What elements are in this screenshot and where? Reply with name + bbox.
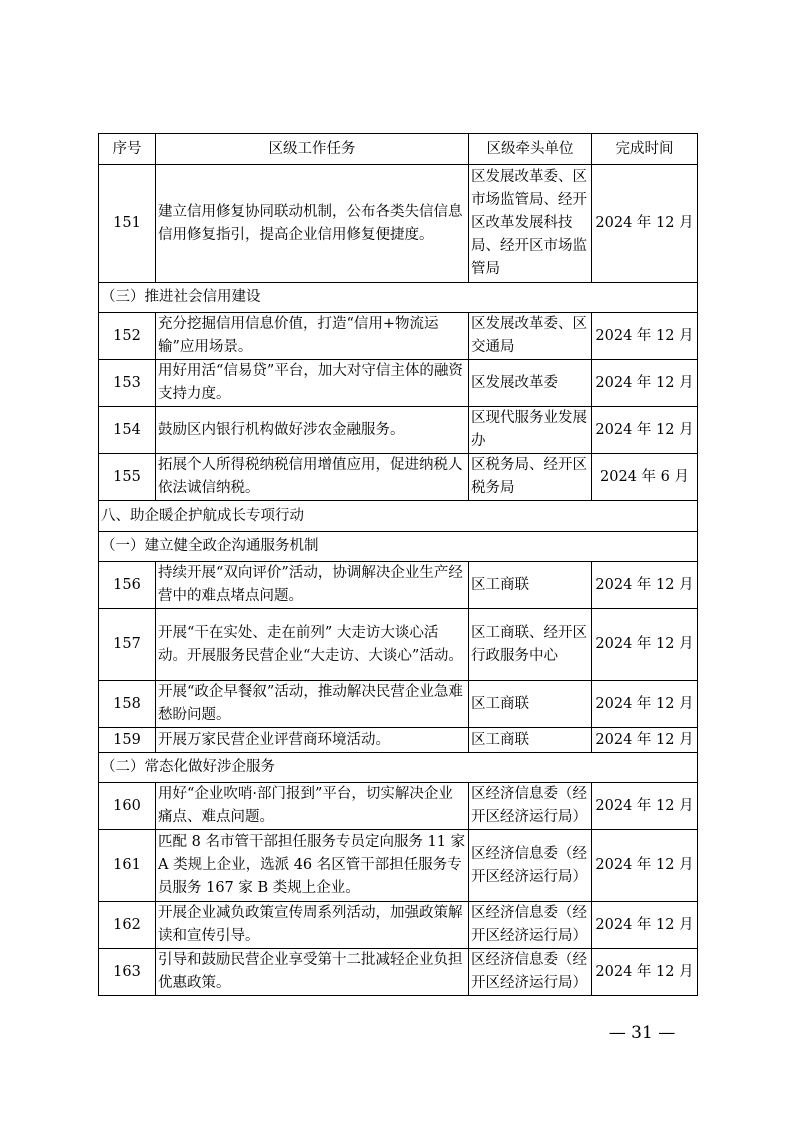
table-row bbox=[99, 902, 698, 949]
table-header-row bbox=[99, 134, 698, 165]
task-description: 开展企业减负政策宣传周系列活动，加强政策解读和宣传引导。 bbox=[156, 902, 469, 949]
task-description: 开展“政企早餐叙”活动，推动解决民营企业急难愁盼问题。 bbox=[156, 681, 469, 728]
task-description: 鼓励区内银行机构做好涉农金融服务。 bbox=[156, 407, 469, 454]
task-number: 151 bbox=[99, 165, 156, 283]
lead-unit: 区发展改革委、区市场监管局、经开区改革发展科技局、经开区市场监管局 bbox=[469, 165, 592, 283]
table-row bbox=[99, 728, 698, 753]
deadline: 2024 年 12 月 bbox=[592, 165, 698, 283]
section-row bbox=[99, 283, 698, 313]
header-lead-unit: 区级牵头单位 bbox=[469, 134, 592, 165]
deadline: 2024 年 12 月 bbox=[592, 728, 698, 753]
lead-unit: 区经济信息委（经开区经济运行局） bbox=[469, 783, 592, 830]
table-row bbox=[99, 609, 698, 681]
lead-unit: 区税务局、经开区税务局 bbox=[469, 454, 592, 501]
table-row bbox=[99, 681, 698, 728]
lead-unit: 区现代服务业发展办 bbox=[469, 407, 592, 454]
deadline: 2024 年 12 月 bbox=[592, 360, 698, 407]
task-description: 开展万家民营企业评营商环境活动。 bbox=[156, 728, 469, 753]
header-deadline: 完成时间 bbox=[592, 134, 698, 165]
deadline: 2024 年 6 月 bbox=[592, 454, 698, 501]
task-number: 159 bbox=[99, 728, 156, 753]
task-description: 匹配 8 名市管干部担任服务专员定向服务 11 家 A 类规上企业，选派 46 名区管干部担任服务专员服务 167 家 B 类规上企业。 bbox=[156, 830, 469, 902]
section-title: （二）常态化做好涉企服务 bbox=[99, 753, 698, 783]
task-number: 160 bbox=[99, 783, 156, 830]
deadline: 2024 年 12 月 bbox=[592, 681, 698, 728]
task-number: 155 bbox=[99, 454, 156, 501]
task-description: 拓展个人所得税纳税信用增值应用，促进纳税人依法诚信纳税。 bbox=[156, 454, 469, 501]
task-number: 158 bbox=[99, 681, 156, 728]
deadline: 2024 年 12 月 bbox=[592, 407, 698, 454]
section-title: （一）建立健全政企沟通服务机制 bbox=[99, 532, 698, 562]
task-number: 161 bbox=[99, 830, 156, 902]
lead-unit: 区工商联 bbox=[469, 562, 592, 609]
lead-unit: 区工商联 bbox=[469, 681, 592, 728]
lead-unit: 区经济信息委（经开区经济运行局） bbox=[469, 949, 592, 996]
task-description: 用好“企业吹哨·部门报到”平台，切实解决企业痛点、难点问题。 bbox=[156, 783, 469, 830]
task-number: 162 bbox=[99, 902, 156, 949]
lead-unit: 区经济信息委（经开区经济运行局） bbox=[469, 902, 592, 949]
table-row bbox=[99, 830, 698, 902]
section-row bbox=[99, 501, 698, 532]
page-number: — 31 — bbox=[608, 1023, 676, 1043]
task-number: 153 bbox=[99, 360, 156, 407]
table-row bbox=[99, 783, 698, 830]
lead-unit: 区发展改革委 bbox=[469, 360, 592, 407]
task-description: 建立信用修复协同联动机制，公布各类失信信息信用修复指引，提高企业信用修复便捷度。 bbox=[156, 165, 469, 283]
task-description: 用好用活“信易贷”平台，加大对守信主体的融资支持力度。 bbox=[156, 360, 469, 407]
task-number: 157 bbox=[99, 609, 156, 681]
task-description: 充分挖掘信用信息价值，打造“信用+物流运输”应用场景。 bbox=[156, 313, 469, 360]
lead-unit: 区经济信息委（经开区经济运行局） bbox=[469, 830, 592, 902]
lead-unit: 区发展改革委、区交通局 bbox=[469, 313, 592, 360]
table-row bbox=[99, 562, 698, 609]
task-description: 持续开展“双向评价”活动，协调解决企业生产经营中的难点堵点问题。 bbox=[156, 562, 469, 609]
table-body bbox=[99, 165, 698, 996]
table-row bbox=[99, 407, 698, 454]
section-title: （三）推进社会信用建设 bbox=[99, 283, 698, 313]
task-description: 引导和鼓励民营企业享受第十二批减轻企业负担优惠政策。 bbox=[156, 949, 469, 996]
task-table bbox=[98, 133, 698, 996]
deadline: 2024 年 12 月 bbox=[592, 830, 698, 902]
table-row bbox=[99, 949, 698, 996]
task-number: 163 bbox=[99, 949, 156, 996]
deadline: 2024 年 12 月 bbox=[592, 313, 698, 360]
table-row bbox=[99, 165, 698, 283]
deadline: 2024 年 12 月 bbox=[592, 562, 698, 609]
section-row bbox=[99, 532, 698, 562]
table-row bbox=[99, 360, 698, 407]
task-number: 152 bbox=[99, 313, 156, 360]
deadline: 2024 年 12 月 bbox=[592, 783, 698, 830]
task-number: 156 bbox=[99, 562, 156, 609]
deadline: 2024 年 12 月 bbox=[592, 902, 698, 949]
table-row bbox=[99, 313, 698, 360]
section-row bbox=[99, 753, 698, 783]
task-number: 154 bbox=[99, 407, 156, 454]
task-description: 开展“干在实处、走在前列” 大走访大谈心活动。开展服务民营企业“大走访、大谈心”活动。 bbox=[156, 609, 469, 681]
lead-unit: 区工商联 bbox=[469, 728, 592, 753]
header-task: 区级工作任务 bbox=[156, 134, 469, 165]
lead-unit: 区工商联、经开区行政服务中心 bbox=[469, 609, 592, 681]
deadline: 2024 年 12 月 bbox=[592, 609, 698, 681]
section-title: 八、助企暖企护航成长专项行动 bbox=[99, 501, 698, 532]
table-row bbox=[99, 454, 698, 501]
header-number: 序号 bbox=[99, 134, 156, 165]
deadline: 2024 年 12 月 bbox=[592, 949, 698, 996]
